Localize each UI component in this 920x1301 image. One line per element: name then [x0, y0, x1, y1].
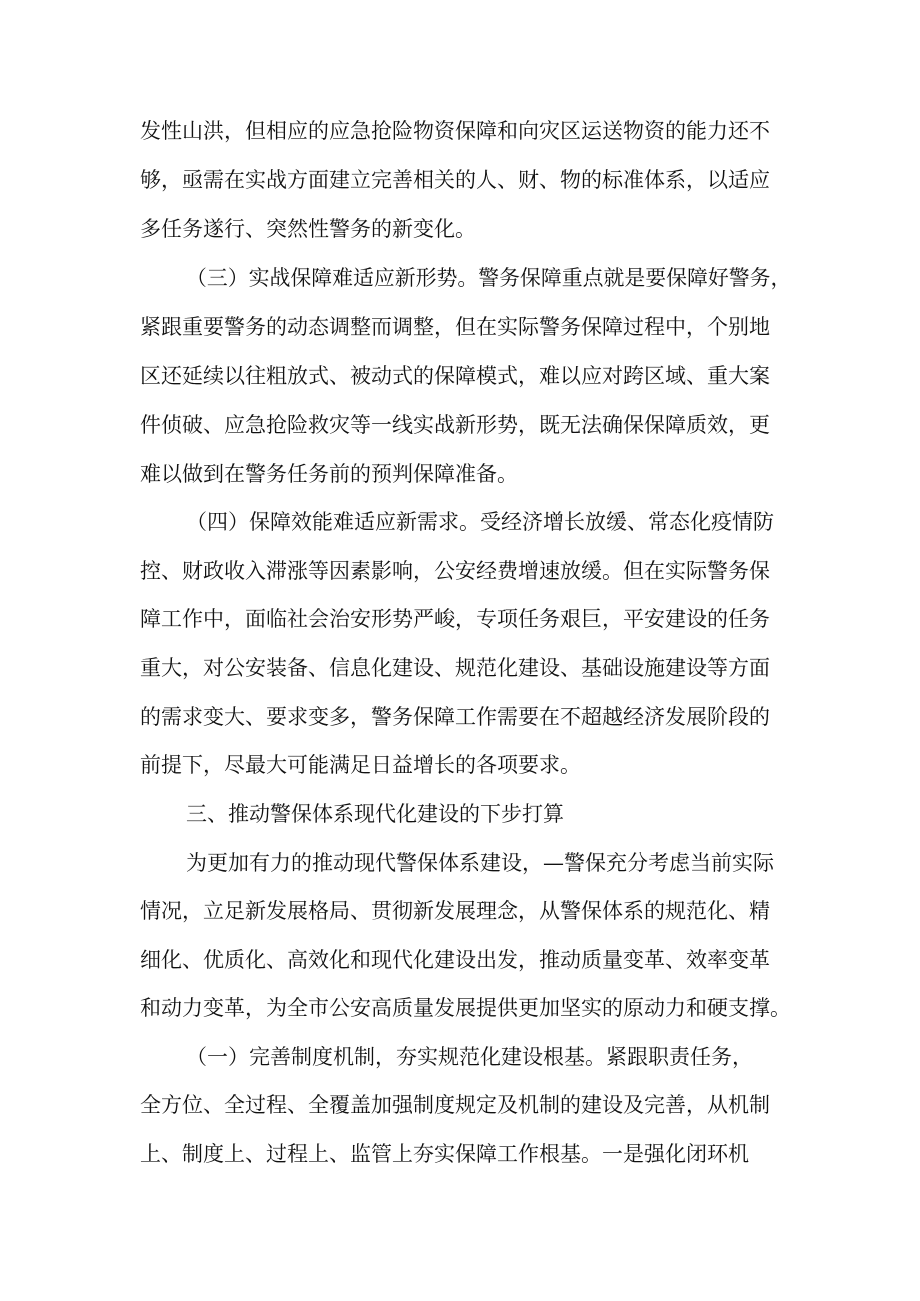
text-line: 够，亟需在实战方面建立完善相关的人、财、物的标准体系，以适应 — [140, 168, 770, 192]
section-heading-line: （三）实战保障难适应新形势。警务保障重点就是要保障好警务， — [186, 266, 792, 290]
text-line: 区还延续以往粗放式、被动式的保障模式，难以应对跨区域、重大案 — [140, 364, 770, 388]
text-line: 和动力变革，为全市公安高质量发展提供更加坚实的原动力和硬支撑。 — [140, 996, 791, 1020]
text-line: 的需求变大、要求变多，警务保障工作需要在不超越经济发展阶段的 — [140, 705, 770, 729]
text-line: 控、财政收入滞涨等因素影响，公安经费增速放缓。但在实际警务保 — [140, 559, 770, 583]
chapter-heading: 三、推动警保体系现代化建设的下步打算 — [186, 802, 564, 826]
text-line: 难以做到在警务任务前的预判保障准备。 — [140, 462, 518, 486]
text-line: 重大，对公安装备、信息化建设、规范化建设、基础设施建设等方面 — [140, 656, 770, 680]
section-heading-line: （四）保障效能难适应新需求。受经济增长放缓、常态化疫情防 — [186, 510, 774, 534]
text-line: 发性山洪，但相应的应急抢险物资保障和向灾区运送物资的能力还不 — [140, 119, 770, 143]
section-heading-line: （一）完善制度机制，夯实规范化建设根基。紧跟职责任务， — [186, 1045, 753, 1069]
text-line: 细化、优质化、高效化和现代化建设出发，推动质量变革、效率变革 — [140, 948, 770, 972]
text-line: 多任务遂行、突然性警务的新变化。 — [140, 217, 476, 241]
text-line: 全方位、全过程、全覆盖加强制度规定及机制的建设及完善，从机制 — [140, 1093, 770, 1117]
text-line: 件侦破、应急抢险救灾等一线实战新形势，既无法确保保障质效，更 — [140, 413, 770, 437]
text-line: 紧跟重要警务的动态调整而调整，但在实际警务保障过程中，个别地 — [140, 315, 770, 339]
text-line: 为更加有力的推动现代警保体系建设，—警保充分考虑当前实际 — [186, 851, 774, 875]
text-line: 障工作中，面临社会治安形势严峻，专项任务艰巨，平安建设的任务 — [140, 607, 770, 631]
text-line: 情况，立足新发展格局、贯彻新发展理念，从警保体系的规范化、精 — [140, 899, 770, 923]
text-line: 上、制度上、过程上、监管上夯实保障工作根基。一是强化闭环机 — [140, 1142, 749, 1166]
text-line: 前提下，尽最大可能满足日益增长的各项要求。 — [140, 753, 581, 777]
